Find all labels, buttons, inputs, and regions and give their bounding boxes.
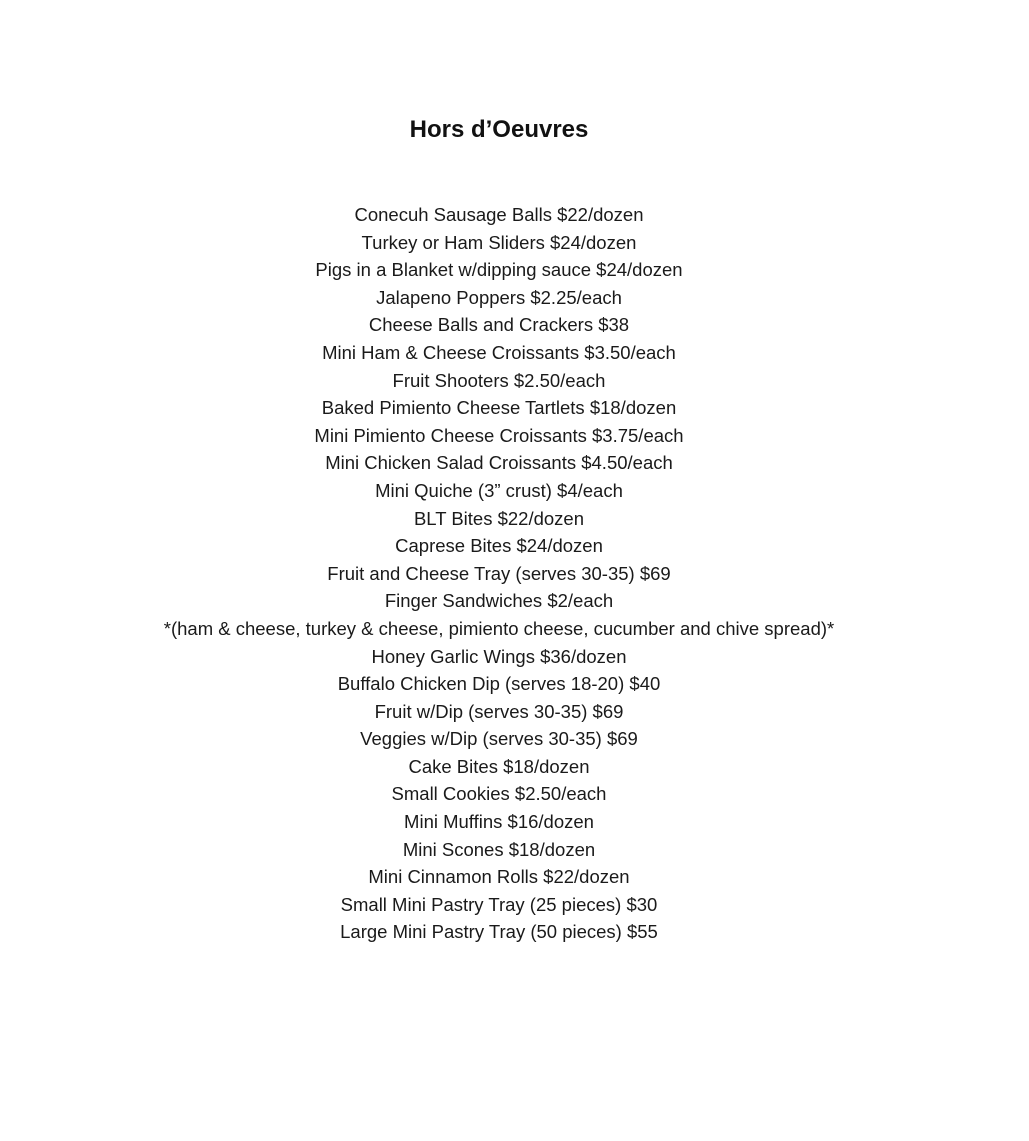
menu-item: Cheese Balls and Crackers $38 bbox=[368, 314, 630, 336]
menu-item: Fruit Shooters $2.50/each bbox=[392, 369, 606, 391]
menu-item: Caprese Bites $24/dozen bbox=[395, 535, 603, 557]
menu-item: Fruit w/Dip (serves 30-35) $69 bbox=[374, 700, 624, 722]
menu-item: Mini Chicken Salad Croissants $4.50/each bbox=[325, 452, 673, 474]
menu-item: Small Mini Pastry Tray (25 pieces) $30 bbox=[340, 893, 658, 915]
menu-item: Cake Bites $18/dozen bbox=[408, 755, 590, 777]
menu-item: Baked Pimiento Cheese Tartlets $18/dozen bbox=[321, 397, 677, 419]
menu-item: Small Cookies $2.50/each bbox=[391, 783, 607, 805]
menu-item: Mini Scones $18/dozen bbox=[402, 838, 596, 860]
menu-item-note: *(ham & cheese, turkey & cheese, pimiento cheese, cucumber and chive spread)* bbox=[163, 617, 835, 639]
menu-item: Finger Sandwiches $2/each bbox=[384, 590, 614, 612]
menu-item: Mini Ham & Cheese Croissants $3.50/each bbox=[322, 341, 676, 363]
menu-list bbox=[0, 201, 998, 946]
menu-item: Mini Muffins $16/dozen bbox=[404, 811, 594, 833]
menu-item: Conecuh Sausage Balls $22/dozen bbox=[354, 204, 644, 225]
menu-item: Turkey or Ham Sliders $24/dozen bbox=[361, 231, 637, 253]
menu-item: Veggies w/Dip (serves 30-35) $69 bbox=[360, 728, 638, 750]
menu-item: Jalapeno Poppers $2.25/each bbox=[376, 286, 622, 308]
page-title: Hors d’Oeuvres bbox=[409, 116, 589, 143]
menu-item: Mini Cinnamon Rolls $22/dozen bbox=[368, 866, 630, 888]
menu-item: Large Mini Pastry Tray (50 pieces) $55 bbox=[340, 921, 658, 943]
menu-item: Honey Garlic Wings $36/dozen bbox=[371, 645, 627, 667]
menu-item: Buffalo Chicken Dip (serves 18-20) $40 bbox=[337, 673, 661, 695]
menu-item: Fruit and Cheese Tray (serves 30-35) $69 bbox=[327, 562, 671, 584]
menu-item: Mini Quiche (3” crust) $4/each bbox=[375, 479, 623, 501]
menu-item: Pigs in a Blanket w/dipping sauce $24/dozen bbox=[315, 259, 683, 281]
menu-item: BLT Bites $22/dozen bbox=[413, 507, 585, 529]
menu-item: Mini Pimiento Cheese Croissants $3.75/each bbox=[314, 424, 684, 446]
